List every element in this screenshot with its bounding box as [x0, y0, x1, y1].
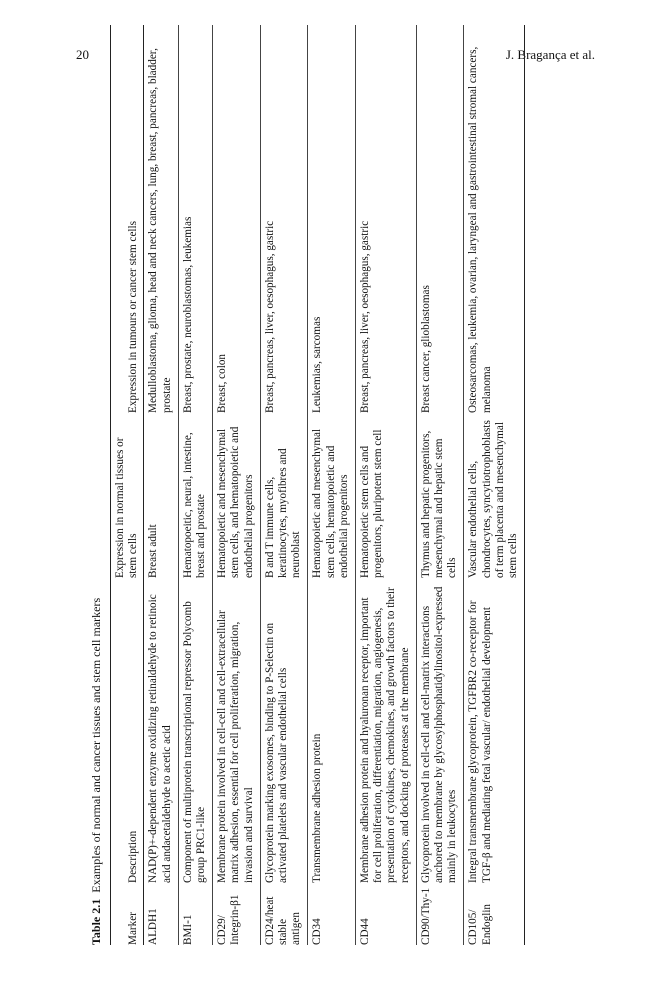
- marker-cell: CD34: [308, 883, 356, 945]
- table-caption-text: Examples of normal and cancer tissues and stem cell markers: [89, 597, 103, 893]
- normal-expression-cell: Vascular endothelial cells, chondrocytes, syncytiotrophoblasts of term placenta and mesenchymal stem cells: [464, 413, 525, 578]
- table-row: [260, 25, 308, 945]
- table-row: [213, 25, 261, 945]
- description-cell: Transmembrane adhesion protein: [308, 578, 356, 883]
- description-cell: Glycoprotein involved in cell-cell and cell-matrix interactions anchored to membrane by glycosylphosphatidylinositol-expressed mainly in leukocytes: [416, 578, 464, 883]
- table-row: [464, 25, 525, 945]
- marker-cell: ALDH1: [144, 883, 178, 945]
- description-cell: Glycoprotein marking exosomes, binding to P-Selectin on activated platelets and vascular endothelial cells: [260, 578, 308, 883]
- tumour-expression-cell: Medulloblastoma, glioma, head and neck cancers, lung, breast, pancreas, bladder, prostate: [144, 25, 178, 413]
- table-row: [308, 25, 356, 945]
- description-cell: Membrane protein involved in cell-cell and cell-extracellular matrix adhesion, essential for cell proliferation, migration, invasion and survival: [213, 578, 261, 883]
- column-header-normal-expression: Expression in normal tissues or stem cells: [111, 413, 144, 578]
- normal-expression-cell: Hematopoeitic, neural, intestine, breast and prostate: [178, 413, 212, 578]
- description-cell: NAD(P)+-dependent enzyme oxidizing retinaldehyde to retinoic acid andacetaldehyde to acetic acid: [144, 578, 178, 883]
- description-cell: Membrane adhesion protein and hyaluronan receptor, important for cell proliferation, differentiation, migration, angiogenesis, presentation of cytokines, chemokines, and growth factors to their receptors, and docking of proteases at the membrane: [356, 578, 417, 883]
- tumour-expression-cell: Osteosarcomas, leukemia, ovarian, laryngeal and gastrointestinal stromal cancers, melanoma: [464, 25, 525, 413]
- table-caption-label: Table 2.1: [89, 898, 103, 945]
- tumour-expression-cell: Breast, pancreas, liver, oesophagus, gastric: [260, 25, 308, 413]
- description-cell: Integral transmembrane glycoprotein, TGFBR2 co-receptor for TGF-β and mediating fetal vascular/ endothelial development: [464, 578, 525, 883]
- normal-expression-cell: Hematopoietic stem cells and progenitors, pluripotent stem cell: [356, 413, 417, 578]
- table-caption: [84, 598, 108, 945]
- normal-expression-cell: Thymus and hepatic progenitors, mesenchymal and hepatic stem cells: [416, 413, 464, 578]
- page-number: 20: [76, 47, 89, 62]
- normal-expression-cell: Hematopoietic and mesenchymal stem cells, and hematopoietic and endothelial progenitors: [213, 413, 261, 578]
- markers-table: [110, 25, 525, 945]
- description-cell: Component of multiprotein transcriptional repressor Polycomb group PRC1-like: [178, 578, 212, 883]
- marker-cell: CD44: [356, 883, 417, 945]
- marker-cell: CD29/ Integrin-β1: [213, 883, 261, 945]
- normal-expression-cell: Breast adult: [144, 413, 178, 578]
- normal-expression-cell: Hematopoietic and mesenchymal stem cells, hematopoietic and endothelial progenitors: [308, 413, 356, 578]
- tumour-expression-cell: Breast, prostate, neuroblastomas, leukemias: [178, 25, 212, 413]
- marker-cell: CD24/heat stable antigen: [260, 883, 308, 945]
- tumour-expression-cell: Leukemias, sarcomas: [308, 25, 356, 413]
- rotated-table: [84, 25, 578, 945]
- column-header-tumour-expression: Expression in tumours or cancer stem cells: [111, 25, 144, 413]
- table-row: [144, 25, 178, 945]
- column-header-description: Description: [111, 578, 144, 883]
- table-row: [356, 25, 417, 945]
- table-row: [178, 25, 212, 945]
- normal-expression-cell: B and T immune cells, keratinocytes, myofibres and neuroblast: [260, 413, 308, 578]
- marker-cell: CD90/Thy-1: [416, 883, 464, 945]
- table-header-row: [111, 25, 144, 945]
- column-header-marker: Marker: [111, 883, 144, 945]
- running-head: J. Bragança et al.: [505, 47, 595, 62]
- table-row: [416, 25, 464, 945]
- marker-cell: CD105/ Endoglin: [464, 883, 525, 945]
- tumour-expression-cell: Breast, pancreas, liver, oesophagus, gastric: [356, 25, 417, 413]
- tumour-expression-cell: Breast, colon: [213, 25, 261, 413]
- tumour-expression-cell: Breast cancer, glioblastomas: [416, 25, 464, 413]
- marker-cell: BMI-1: [178, 883, 212, 945]
